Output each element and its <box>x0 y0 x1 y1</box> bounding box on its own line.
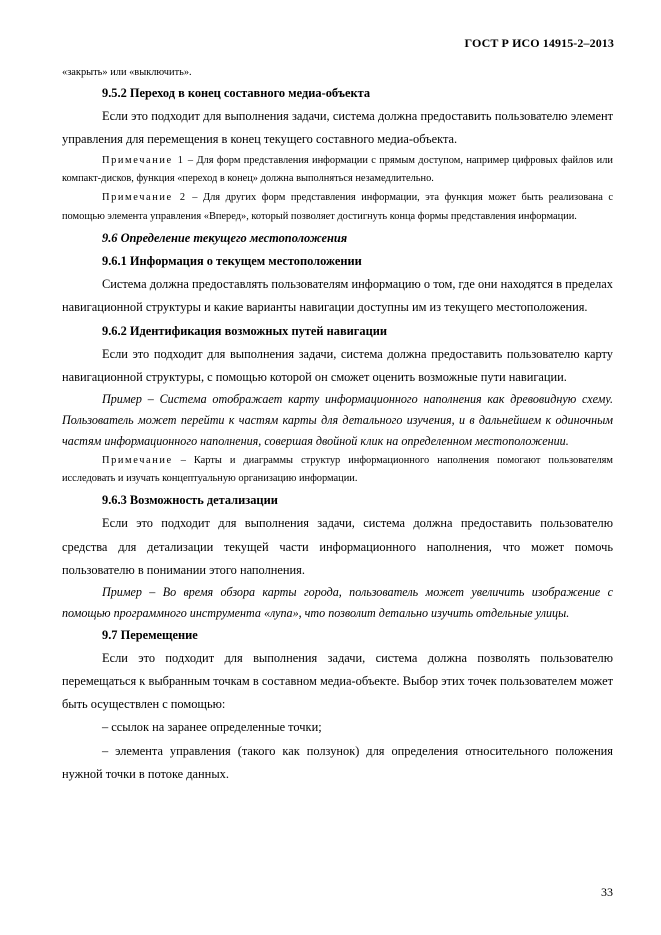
list-item: – элемента управления (такого как ползунок) для определения относительного положения нужной точки в потоке данных. <box>62 743 613 781</box>
body-paragraph: Если это подходит для выполнения задачи, система должна позволять пользователю перемещаться к выбранным точкам в составном медиа-объекте. Выбор этих точек пользователем может быть осуществлен с помощью: <box>62 650 613 712</box>
note-text: – Карты и диаграммы структур информационного наполнения помогают пользователям исследовать и изучать концептуальную организацию информации. <box>62 454 613 485</box>
body-paragraph: Если это подходит для выполнения задачи, система должна предоставить пользователю средства для детализации текущей части информационного наполнения, что может помочь пользователю в понимании этого наполнения. <box>62 516 613 577</box>
body-paragraph: Если это подходит для выполнения задачи, система должна предоставить пользователю карту навигационной структуры, с помощью которой он сможет оценить возможные пути навигации. <box>62 346 613 385</box>
section-heading-9-6-1: 9.6.1 Информация о текущем местоположении <box>102 254 362 268</box>
body-paragraph: Если это подходит для выполнения задачи, система должна предоставить пользователю элемент управления для перемещения в конец текущего составного медиа-объекта. <box>62 109 613 147</box>
note-text: – Для форм представления информации с прямым доступом, например цифровых файлов или компакт-дисков, функция «переход в конец» должна выполняться незамедлительно. <box>62 154 613 185</box>
section-heading-9-7: 9.7 Перемещение <box>102 627 198 642</box>
note-paragraph <box>62 452 613 490</box>
section-heading-9-6-3: 9.6.3 Возможность детализации <box>102 493 278 508</box>
note-label: Примечание 1 <box>102 154 185 166</box>
continued-text: «закрыть» или «выключить». <box>62 67 192 78</box>
page-number: 33 <box>601 885 613 899</box>
section-heading-9-6-2: 9.6.2 Идентификация возможных путей навигации <box>102 323 388 338</box>
example-paragraph: Пример – Во время обзора карты города, пользователь может увеличить изображение с помощью программного инструмента «лупа», что позволит детально изучить отдельные улицы. <box>62 585 613 620</box>
note-text: – Для других форм представления информации, эта функция может быть реализована с помощью элемента управления «Вперед», который позволяет достигнуть конца формы представления информации. <box>62 192 613 222</box>
note-label: Примечание <box>102 454 173 466</box>
list-item: – ссылок на заранее определенные точки; <box>102 720 322 735</box>
section-heading-9-6: 9.6 Определение текущего местоположения <box>102 230 348 245</box>
section-heading-9-5-2: 9.5.2 Переход в конец составного медиа-объекта <box>102 86 371 100</box>
note-paragraph <box>62 189 613 227</box>
note-paragraph <box>62 152 613 190</box>
body-paragraph: Система должна предоставлять пользователям информацию о том, где они находятся в пределах навигационной структуры и какие варианты навигации доступны им из текущего местоположения. <box>62 277 613 315</box>
page-content <box>62 64 613 786</box>
example-paragraph: Пример – Система отображает карту информационного наполнения как древовидную схему. Пользователь может перейти к частям карты для детального изучения, и в дальнейшем к одиночным частям информационного наполнения, совершая двойной клик на определенном местоположении. <box>62 392 613 448</box>
document-code-header: ГОСТ Р ИСО 14915-2–2013 <box>464 36 614 50</box>
note-label: Примечание 2 <box>102 192 187 204</box>
